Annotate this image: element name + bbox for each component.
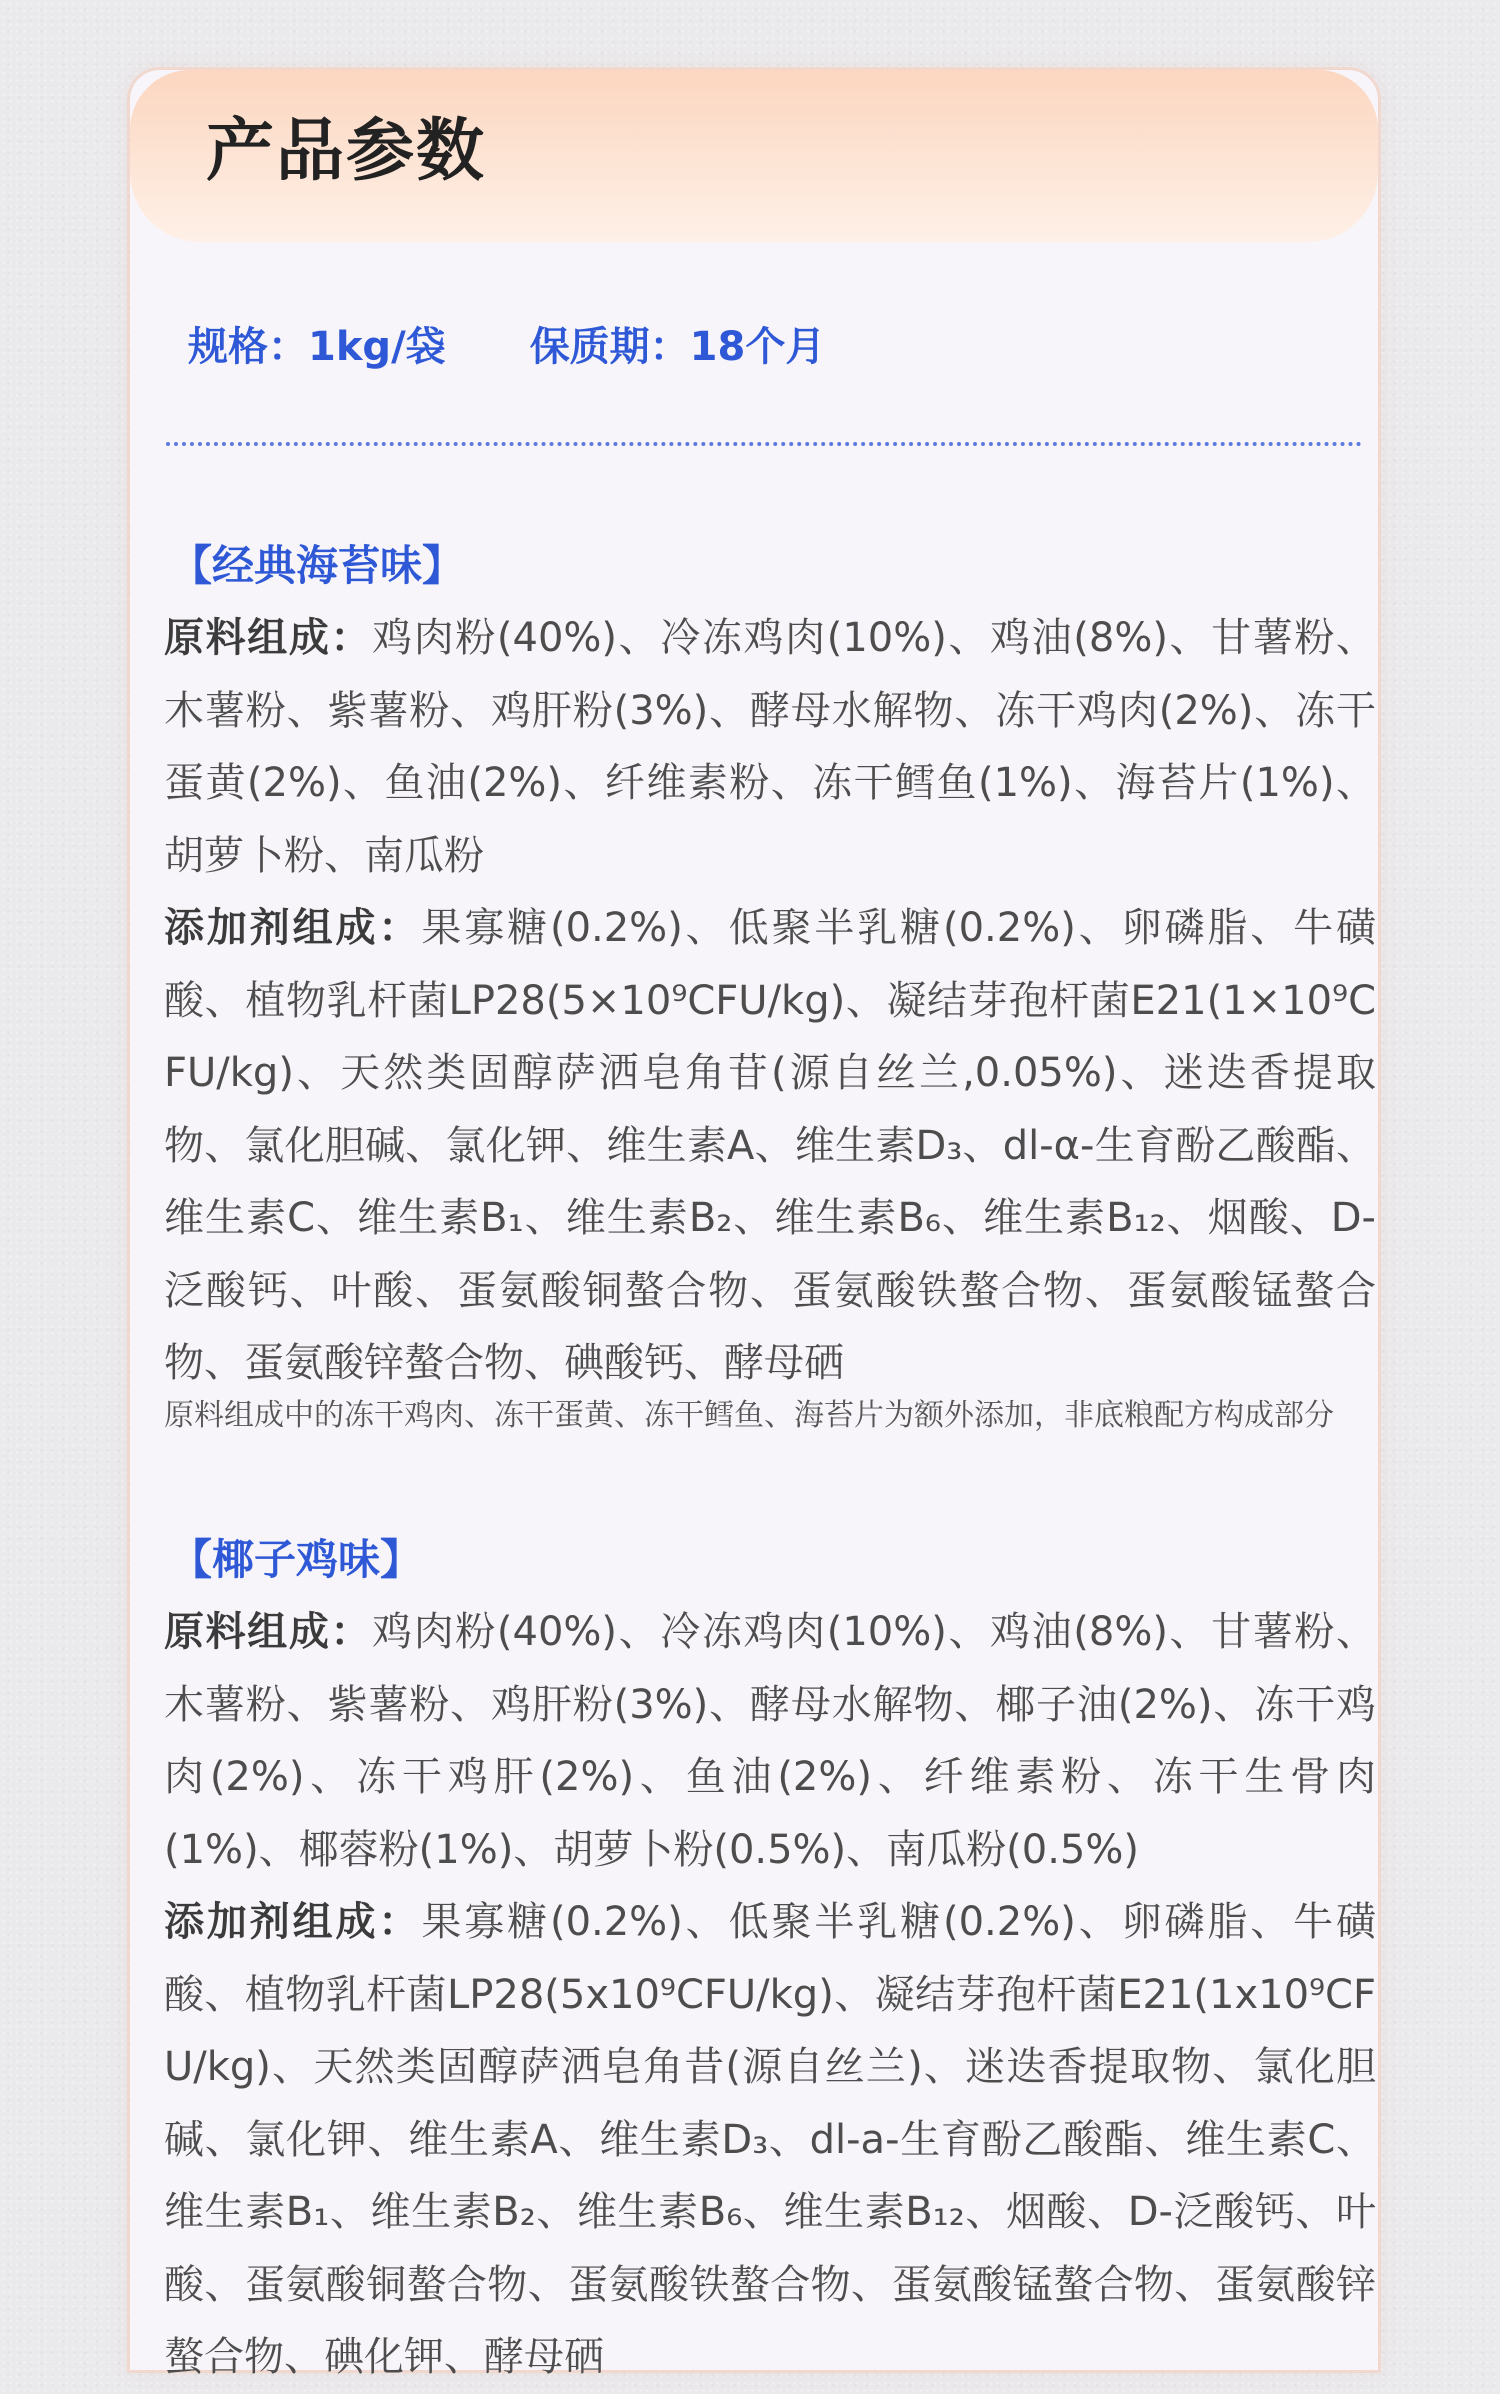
card-header <box>130 70 1378 242</box>
dotted-divider <box>166 442 1362 446</box>
page-title: 产品参数 <box>206 112 487 191</box>
flavor-section-coconut-chicken <box>164 1524 1376 2394</box>
ingredients-text: 鸡肉粉(40%)、冷冻鸡肉(10%)、鸡油(8%)、甘薯粉、木薯粉、紫薯粉、鸡肝粉(3%)、酵母水解物、冻干鸡肉(2%)、冻干蛋黄(2%)、鱼油(2%)、纤维素粉、冻干鳕鱼(1%)、海苔片(1%)、胡萝卜粉、南瓜粉 <box>164 615 1377 879</box>
ingredients-label: 原料组成： <box>164 615 373 661</box>
flavor-title: 【椰子鸡味】 <box>170 1535 423 1584</box>
flavor-title: 【经典海苔味】 <box>170 541 465 590</box>
ingredients-paragraph <box>164 602 1376 892</box>
flavor-section-seaweed <box>164 530 1376 1440</box>
additives-paragraph <box>164 1886 1376 2394</box>
additives-paragraph <box>164 892 1376 1400</box>
additives-text: 果寡糖(0.2%)、低聚半乳糖(0.2%)、卵磷脂、牛磺酸、植物乳杆菌LP28(5×10⁹CFU/kg)、凝结芽孢杆菌E21(1×10⁹CFU/kg)、天然类固醇萨洒皂角苷(源自丝兰,0.05%)、迷迭香提取物、氯化胆碱、氯化钾、维生素A、维生素D₃、dl-α-生育酚乙酸酯、维生素C、维生素B₁、维生素B₂、维生素B₆、维生素B₁₂、烟酸、D-泛酸钙、叶酸、蛋氨酸铜螯合物、蛋氨酸铁螯合物、蛋氨酸锰螯合物、蛋氨酸锌螯合物、碘酸钙、酵母硒 <box>164 905 1377 1386</box>
spec-shelf-life: 保质期：18个月 <box>529 324 826 370</box>
spec-size: 规格：1kg/袋 <box>188 324 446 370</box>
footnote: 原料组成中的冻干鸡肉、冻干蛋黄、冻干鳕鱼、海苔片为额外添加，非底粮配方构成部分 <box>164 1397 1334 1433</box>
ingredients-paragraph <box>164 1596 1376 1886</box>
product-params-card <box>130 70 1378 2380</box>
additives-label: 添加剂组成： <box>164 1899 422 1945</box>
additives-label: 添加剂组成： <box>164 905 422 951</box>
ingredients-text: 鸡肉粉(40%)、冷冻鸡肉(10%)、鸡油(8%)、甘薯粉、木薯粉、紫薯粉、鸡肝粉(3%)、酵母水解物、椰子油(2%)、冻干鸡肉(2%)、冻干鸡肝(2%)、鱼油(2%)、纤维素粉、冻干生骨肉(1%)、椰蓉粉(1%)、胡萝卜粉(0.5%)、南瓜粉(0.5%) <box>164 1609 1377 1873</box>
ingredients-label: 原料组成： <box>164 1609 373 1655</box>
spec-row <box>188 322 825 372</box>
additives-text: 果寡糖(0.2%)、低聚半乳糖(0.2%)、卵磷脂、牛磺酸、植物乳杆菌LP28(5x10⁹CFU/kg)、凝结芽孢杆菌E21(1x10⁹CFU/kg)、天然类固醇萨洒皂角昔(源自丝兰)、迷迭香提取物、氯化胆碱、氯化钾、维生素A、维生素D₃、dl-a-生育酚乙酸酯、维生素C、维生素B₁、维生素B₂、维生素B₆、维生素B₁₂、烟酸、D-泛酸钙、叶酸、蛋氨酸铜螯合物、蛋氨酸铁螯合物、蛋氨酸锰螯合物、蛋氨酸锌螯合物、碘化钾、酵母硒 <box>164 1899 1377 2380</box>
